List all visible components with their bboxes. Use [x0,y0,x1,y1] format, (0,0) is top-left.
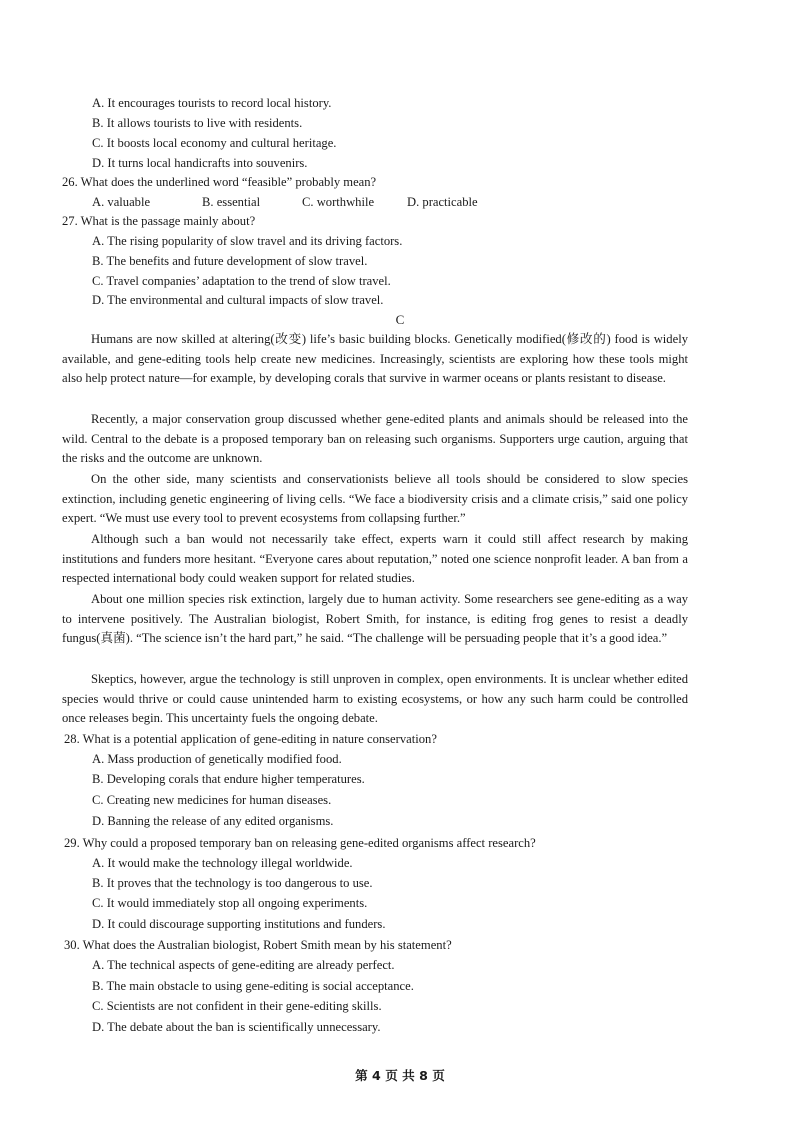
q28-option-d: D. Banning the release of any edited organisms. [92,814,334,828]
q26-options-row [92,194,478,210]
q26-option-b: B. essential [202,195,261,209]
q28-option-a: A. Mass production of genetically modified food. [92,752,342,766]
passage-paragraph-5: About one million species risk extinction, largely due to human activity. Some researchers see gene-editing as a way to intervene positively. The Australian biologist, Robert Smith, for instance, is editing frog genes to resist a deadly fungus(真菌). “The science isn’t the hard part,” he said. “The challenge will be persuading people that it’s a good idea.” [62,592,688,646]
q28-question: 28. What is a potential application of gene-editing in nature conservation? [64,732,437,746]
q27-option-a: A. The rising popularity of slow travel and its driving factors. [92,234,403,248]
passage-paragraph-1: Humans are now skilled at altering(改变) life’s basic building blocks. Genetically modified(修改的) food is widely available, and gene-editing tools help create new medicines. Increasingly, scientists are exploring how these tools might also help protect nature—for example, by developing corals that survive in warmer oceans or plants resistant to disease. [62,332,688,386]
page-footer: 第 4 页 共 8 页 [355,1068,445,1083]
q29-option-b: B. It proves that the technology is too dangerous to use. [92,876,373,890]
q30-option-b: B. The main obstacle to using gene-editing is social acceptance. [92,979,414,993]
passage-paragraph-2: Recently, a major conservation group discussed whether gene-edited plants and animals should be released into the wild. Central to the debate is a proposed temporary ban on releasing such organisms. Supporters urge caution, arguing that the risks and the outcome are unknown. [62,412,688,466]
q26-option-d: D. practicable [407,195,478,209]
q30-option-c: C. Scientists are not confident in their gene-editing skills. [92,999,382,1013]
q27-option-d: D. The environmental and cultural impacts of slow travel. [92,293,384,307]
q29-option-a: A. It would make the technology illegal worldwide. [92,856,353,870]
q29-option-c: C. It would immediately stop all ongoing experiments. [92,896,368,910]
q28-option-b: B. Developing corals that endure higher temperatures. [92,772,365,786]
q29-question: 29. Why could a proposed temporary ban on releasing gene-edited organisms affect research? [64,836,536,850]
q28-option-c: C. Creating new medicines for human diseases. [92,793,332,807]
section-letter: C [395,312,405,327]
q26-option-a: A. valuable [92,195,151,209]
q25-option-d: D. It turns local handicrafts into souvenirs. [92,156,308,170]
passage-paragraph-6: Skeptics, however, argue the technology is still unproven in complex, open environments. It is unclear whether edited species would thrive or could cause unintended harm to existing ecosystems, or how any such harm could be controlled once releases begin. This uncertainty fuels the ongoing debate. [62,672,688,726]
passage-paragraph-3: On the other side, many scientists and conservationists believe all tools should be considered to slow species extinction, including genetic engineering of living cells. “We face a biodiversity crisis and a climate crisis,” said one policy expert. “We must use every tool to prevent ecosystems from collapsing further.” [62,472,688,526]
q29-option-d: D. It could discourage supporting institutions and funders. [92,917,386,931]
q27-option-c: C. Travel companies’ adaptation to the trend of slow travel. [92,274,391,288]
q25-option-a: A. It encourages tourists to record local history. [92,96,332,110]
q30-option-a: A. The technical aspects of gene-editing are already perfect. [92,958,395,972]
q27-option-b: B. The benefits and future development of slow travel. [92,254,368,268]
q26-option-c: C. worthwhile [302,195,375,209]
passage-paragraph-4: Although such a ban would not necessarily take effect, experts warn it could still affect research by making institutions and funders more hesitant. “Everyone cares about reputation,” noted one science nonprofit leader. A ban from a respected international body could weaken support for related studies. [62,532,688,586]
q25-option-b: B. It allows tourists to live with residents. [92,116,303,130]
q30-option-d: D. The debate about the ban is scientifically unnecessary. [92,1020,381,1034]
q26-question: 26. What does the underlined word “feasible” probably mean? [62,175,377,189]
q27-question: 27. What is the passage mainly about? [62,214,256,228]
q25-option-c: C. It boosts local economy and cultural heritage. [92,136,337,150]
q30-question: 30. What does the Australian biologist, Robert Smith mean by his statement? [64,938,452,952]
